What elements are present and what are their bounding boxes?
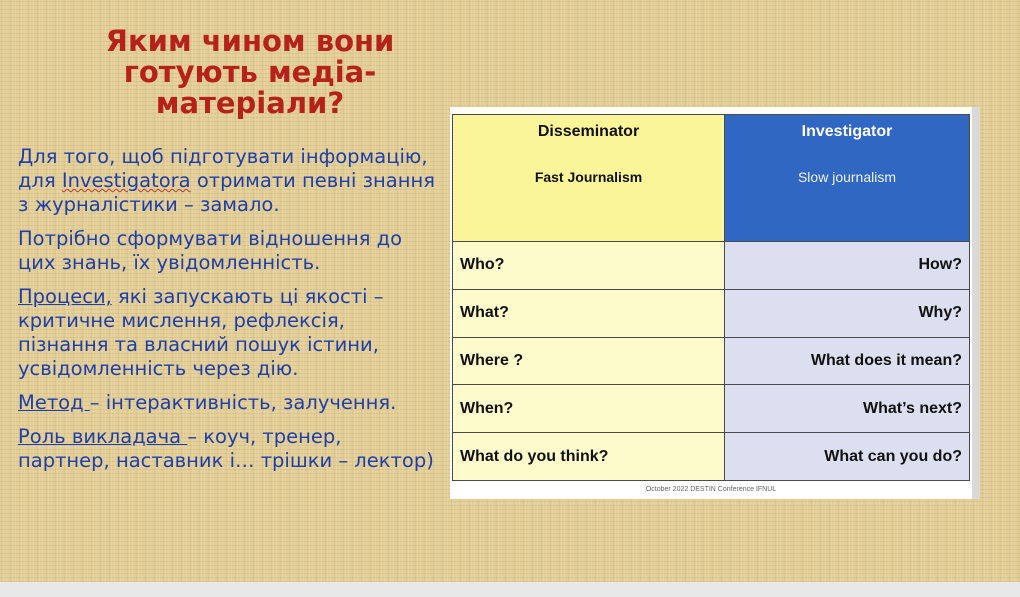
table-cell-left: What do you think? (453, 433, 725, 481)
processes-link: Процеси, (18, 285, 112, 308)
table-row (453, 433, 970, 481)
slide-title: Яким чином вони готують медіа-матеріали? (105, 24, 395, 120)
paragraph-1-start: Для того, щоб підготувати інформацію, для (18, 145, 428, 192)
disseminator-title: Disseminator (537, 123, 640, 140)
table-cell-left: When? (453, 385, 725, 433)
teacher-role-link: Роль викладача (18, 425, 188, 448)
table-cell-left: What? (453, 289, 725, 337)
table-cell-right: Why? (725, 289, 970, 337)
paragraph-1-end: отримати певні знання з журналістики – замало. (18, 169, 435, 216)
table-row (453, 242, 970, 290)
investigator-header (725, 115, 970, 242)
table-footer: October 2022 DESTIN Conference IFNUL (645, 486, 777, 493)
table-cell-right: What does it mean? (725, 337, 970, 385)
investigator-title: Investigator (801, 123, 893, 140)
paragraph-4 (18, 391, 438, 415)
method-link: Метод (18, 391, 90, 414)
table-row (453, 385, 970, 433)
investigatora-word: Investigatora (61, 169, 191, 192)
paragraph-5-end: – коуч, тренер, партнер, наставник і… трішки – лектор) (18, 425, 434, 472)
paragraph-5 (18, 425, 438, 473)
paragraph-4-end: – інтерактивність, залучення. (89, 391, 397, 414)
table-cell-left: Who? (453, 242, 725, 290)
slow-journalism-label: Slow journalism (797, 169, 897, 185)
paragraph-1 (18, 145, 438, 217)
table-row (453, 289, 970, 337)
body-text (18, 145, 438, 483)
table-cell-right: How? (725, 242, 970, 290)
table-row (453, 337, 970, 385)
table-cell-right: What’s next? (725, 385, 970, 433)
paragraph-3-end: які запускають ці якості – критичне мислення, рефлексія, пізнання та власний пошук істини, усвідомленність через дію. (18, 285, 384, 380)
paragraph-3 (18, 285, 438, 381)
bottom-bar (0, 582, 1020, 597)
comparison-table-card (450, 107, 972, 499)
table-cell-right: What can you do? (725, 433, 970, 481)
table-header-row (453, 115, 970, 242)
paragraph-2: Потрібно сформувати відношення до цих знань, їх увідомленність. (18, 227, 403, 274)
fast-journalism-label: Fast Journalism (534, 169, 643, 185)
disseminator-header (453, 115, 725, 242)
table-cell-left: Where ? (453, 337, 725, 385)
comparison-table (452, 114, 970, 481)
